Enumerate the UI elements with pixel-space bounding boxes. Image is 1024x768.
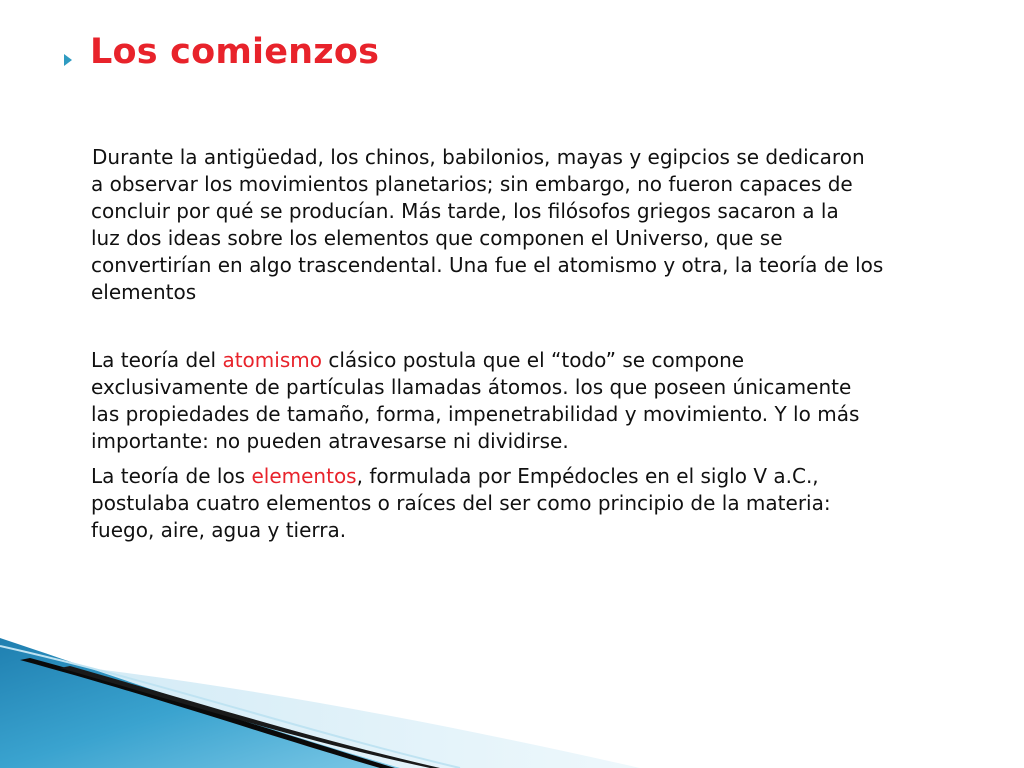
paragraph-line bbox=[91, 463, 971, 490]
decorative-corner-swoosh bbox=[0, 638, 1024, 768]
paragraph-line: postulaba cuatro elementos o raíces del ser como principio de la materia: bbox=[91, 491, 831, 515]
highlight-term-atomismo: atomismo bbox=[222, 348, 322, 372]
line-text: clásico postula que el “todo” se compone bbox=[321, 348, 745, 372]
line-text: La teoría de los bbox=[91, 464, 252, 488]
line-text: , formulada por Empédocles en el siglo V a.C., bbox=[356, 464, 819, 488]
paragraph-line bbox=[91, 347, 971, 374]
paragraph-line: Durante la antigüedad, los chinos, babilonios, mayas y egipcios se dedicaron bbox=[92, 145, 865, 169]
paragraph-line: elementos bbox=[91, 280, 197, 304]
paragraph-elementos bbox=[91, 463, 971, 544]
paragraph-line: importante: no pueden atravesarse ni dividirse. bbox=[91, 429, 569, 453]
paragraph-atomismo bbox=[91, 347, 971, 455]
paragraph-line: convertirían en algo trascendental. Una fue el atomismo y otra, la teoría de los bbox=[91, 253, 884, 277]
triangle-bullet-icon bbox=[64, 54, 72, 66]
paragraph-line: las propiedades de tamaño, forma, impenetrabilidad y movimiento. Y lo más bbox=[91, 402, 860, 426]
line-text: La teoría del bbox=[91, 348, 223, 372]
paragraph-line: a observar los movimientos planetarios; sin embargo, no fueron capaces de bbox=[91, 172, 853, 196]
paragraph-line: luz dos ideas sobre los elementos que componen el Universo, que se bbox=[91, 226, 783, 250]
paragraph-line: fuego, aire, agua y tierra. bbox=[91, 518, 347, 542]
paragraph-line: exclusivamente de partículas llamadas átomos. los que poseen únicamente bbox=[91, 375, 852, 399]
highlight-term-elementos: elementos bbox=[251, 464, 357, 488]
slide-title: Los comienzos bbox=[90, 32, 380, 72]
paragraph-line: concluir por qué se producían. Más tarde, los filósofos griegos sacaron a la bbox=[91, 199, 839, 223]
paragraph-intro bbox=[91, 144, 971, 306]
